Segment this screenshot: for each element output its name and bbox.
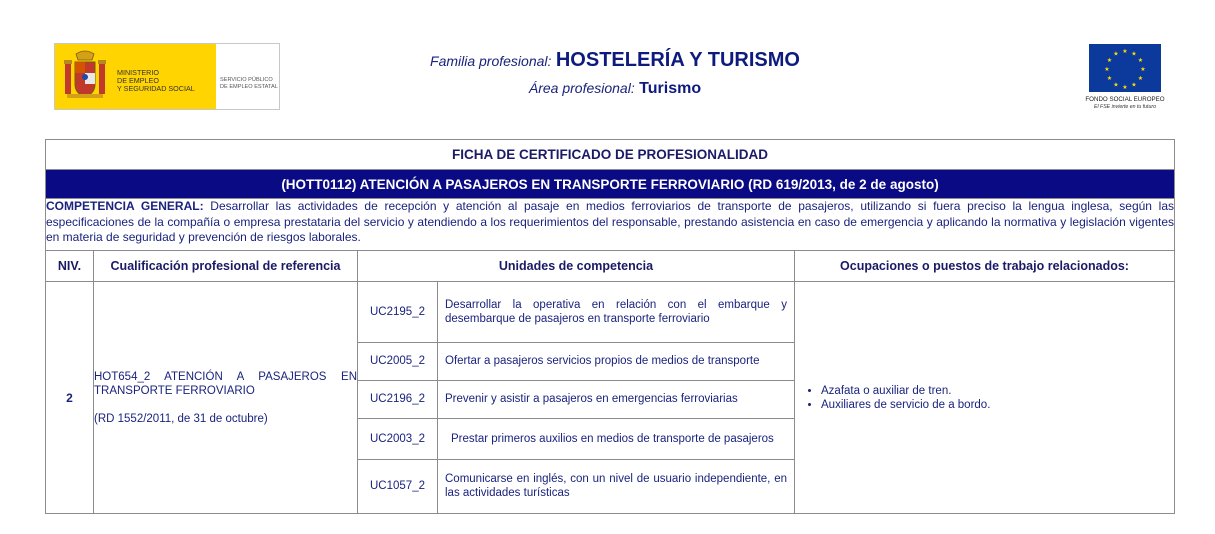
certificate-code-title: (HOTT0112) ATENCIÓN A PASAJEROS EN TRANSPORTE FERROVIARIO (RD 619/2013, de 2 de agosto) xyxy=(46,170,1175,199)
occupation-item: • Azafata o auxiliar de tren. xyxy=(821,384,1174,398)
occupation-item: • Auxiliares de servicio de a bordo. xyxy=(821,398,1174,412)
column-header-row xyxy=(46,251,1175,282)
unit-text: Prevenir y asistir a pasajeros en emergencias ferroviarias xyxy=(438,380,795,418)
ministry-name: MINISTERIO DE EMPLEO Y SEGURIDAD SOCIAL xyxy=(117,68,195,93)
svg-text:★: ★ xyxy=(1104,67,1110,73)
sheet-title: FICHA DE CERTIFICADO DE PROFESIONALIDAD xyxy=(46,140,1175,170)
area-value: Turismo xyxy=(639,80,702,97)
col-header-occupations: Ocupaciones o puestos de trabajo relacionados: xyxy=(795,251,1175,282)
occupations-cell xyxy=(795,282,1175,514)
family-label: Familia profesional: xyxy=(430,53,552,69)
qualification-rd: (RD 1552/2011, de 31 de octubre) xyxy=(94,412,268,425)
unit-code: UC2196_2 xyxy=(358,380,438,418)
family-value: HOSTELERÍA Y TURISMO xyxy=(555,49,800,71)
unit-code: UC2195_2 xyxy=(358,282,438,342)
svg-text:★: ★ xyxy=(1137,58,1144,64)
unit-row xyxy=(358,282,794,342)
unit-code: UC1057_2 xyxy=(358,459,438,513)
unit-row xyxy=(358,380,794,418)
svg-text:★: ★ xyxy=(1122,49,1128,55)
svg-text:★: ★ xyxy=(1106,58,1113,64)
competence-text: Desarrollar las actividades de recepción y atención al pasaje en medios ferroviarios de transporte de pasajeros, utilizando si fuera preciso la lengua inglesa, según las especificaciones de la compañía o empresa prestataria del servicio y atendiendo a los requerimientos del responsable, prestando asistencia en caso de emergencia y aplicando la normativa y legislación vigentes en materia de seguridad y prevención de riesgos laborales. xyxy=(46,199,1175,244)
eu-fund-slogan: El FSE invierte en tu futuro xyxy=(1094,104,1156,110)
sepe-name: SERVICIO PÚBLICO DE EMPLEO ESTATAL xyxy=(220,77,278,90)
unit-row xyxy=(358,418,794,459)
qualification-cell xyxy=(94,282,358,514)
qualification-row xyxy=(46,282,1175,514)
svg-text:★: ★ xyxy=(1113,51,1119,58)
qualification-name: HOT654_2 ATENCIÓN A PASAJEROS EN TRANSPORTE FERROVIARIO xyxy=(94,370,357,397)
unit-row xyxy=(358,342,794,380)
svg-text:★: ★ xyxy=(1137,76,1144,82)
unit-text: Comunicarse en inglés, con un nivel de usuario independiente, en las actividades turísticas xyxy=(445,473,787,500)
certificate-code-row xyxy=(46,170,1175,199)
svg-text:★: ★ xyxy=(1131,82,1137,89)
svg-text:★: ★ xyxy=(1122,85,1128,91)
area-label: Área profesional: xyxy=(528,80,635,96)
svg-text:★: ★ xyxy=(1106,76,1113,82)
unit-text: Desarrollar la operativa en relación con el embarque y desembarque de pasajeros en transporte ferroviario xyxy=(438,282,795,342)
occupations-list xyxy=(795,384,1174,412)
col-header-level: NIV. xyxy=(46,251,94,282)
unit-text: Prestar primeros auxilios en medios de transporte de pasajeros xyxy=(438,418,795,459)
professional-area xyxy=(340,80,890,98)
col-header-units: Unidades de competencia xyxy=(358,251,795,282)
svg-text:★: ★ xyxy=(1113,82,1119,89)
competence-label: COMPETENCIA GENERAL: xyxy=(46,199,204,213)
eu-fund-name: FONDO SOCIAL EUROPEO xyxy=(1085,96,1165,103)
spain-coat-of-arms-icon xyxy=(63,50,107,103)
ministry-logo xyxy=(54,43,280,110)
svg-text:★: ★ xyxy=(1131,51,1137,58)
unit-row xyxy=(358,459,794,513)
eu-flag-icon xyxy=(1089,44,1161,92)
general-competence-row xyxy=(46,199,1175,251)
unit-text: Ofertar a pasajeros servicios propios de medios de transporte xyxy=(438,342,795,380)
certificate-table xyxy=(45,139,1175,514)
units-table xyxy=(358,282,794,513)
professional-family xyxy=(340,49,890,72)
svg-text:★: ★ xyxy=(1140,67,1146,73)
unit-code: UC2003_2 xyxy=(358,418,438,459)
level-value: 2 xyxy=(46,282,94,514)
unit-code: UC2005_2 xyxy=(358,342,438,380)
col-header-qualification: Cualificación profesional de referencia xyxy=(94,251,358,282)
general-competence xyxy=(46,199,1175,251)
sheet-title-row xyxy=(46,140,1175,170)
units-cell xyxy=(358,282,795,514)
